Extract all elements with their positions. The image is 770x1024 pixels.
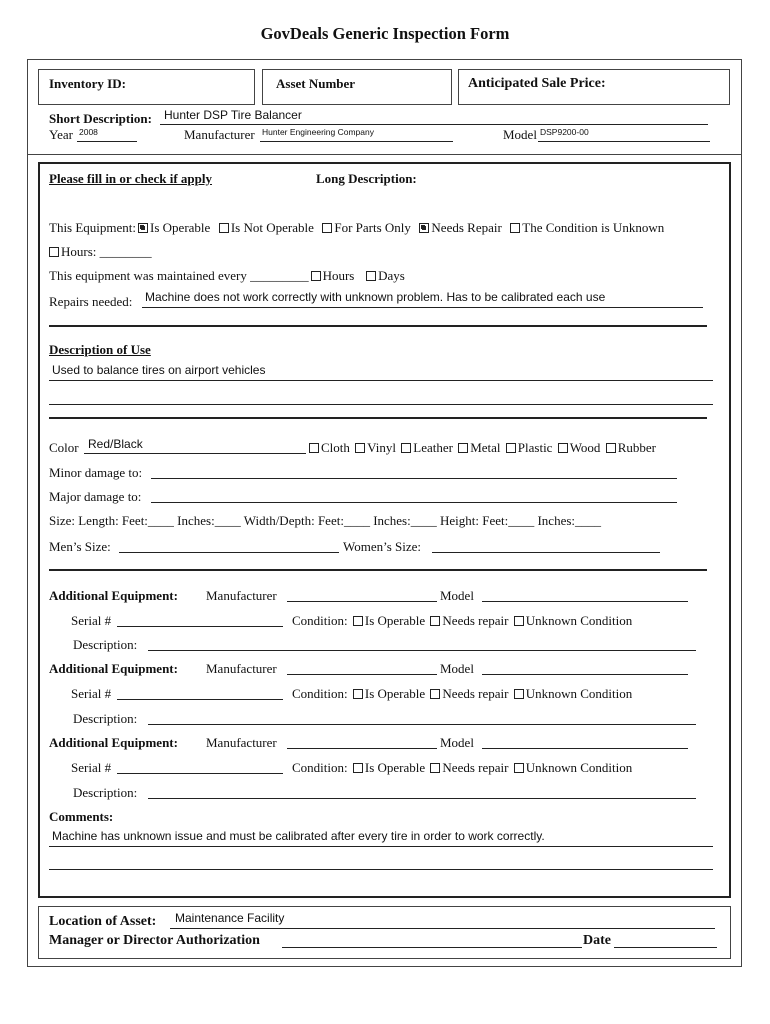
parts-only-checkbox[interactable]	[322, 223, 332, 233]
fill-in-label: Please fill in or check if apply	[49, 171, 212, 186]
hours-label: Hours: ________	[61, 244, 152, 259]
divider-1	[49, 325, 707, 327]
materials-row	[307, 440, 656, 456]
add-equip-label-3: Additional Equipment:	[49, 735, 178, 750]
serial-label-2: Serial #	[71, 686, 112, 701]
short-desc-line	[160, 124, 708, 125]
asset-number-label: Asset Number	[276, 76, 356, 91]
unknown-condition-checkbox[interactable]	[510, 223, 520, 233]
minor-damage-line[interactable]	[151, 478, 677, 479]
manufacturer-value[interactable]: Hunter Engineering Company	[262, 127, 374, 137]
vinyl-label: Vinyl	[367, 440, 396, 455]
condition-label-3: Condition:	[292, 760, 348, 775]
repairs-line	[142, 307, 703, 308]
cloth-label: Cloth	[321, 440, 350, 455]
desc-use-value[interactable]: Used to balance tires on airport vehicles	[52, 363, 266, 377]
add-equip-manufacturer-label-1: Manufacturer	[206, 588, 277, 603]
cond-repair-label-3: Needs repair	[442, 760, 509, 775]
size-line: Size: Length: Feet:____ Inches:____ Width/Depth: Feet:____ Inches:____ Height: Feet:____ Inches:____	[49, 513, 602, 528]
serial-line-1[interactable]	[117, 626, 283, 627]
year-label: Year	[49, 127, 73, 142]
cond-unknown-checkbox-2[interactable]	[514, 689, 524, 699]
not-operable-checkbox[interactable]	[219, 223, 229, 233]
operable-checkbox[interactable]	[138, 223, 148, 233]
add-desc-label-3: Description:	[73, 785, 138, 800]
hours-checkbox[interactable]	[49, 247, 59, 257]
add-equip-model-label-3: Model	[440, 735, 474, 750]
serial-label-1: Serial #	[71, 613, 112, 628]
mens-size-line[interactable]	[119, 552, 339, 553]
add-desc-label-2: Description:	[73, 711, 138, 726]
date-line[interactable]	[614, 947, 717, 948]
maintained-row	[49, 268, 405, 284]
wood-label: Wood	[569, 440, 601, 455]
condition-row	[49, 220, 664, 236]
add-desc-line-2[interactable]	[148, 724, 696, 725]
cond-unknown-label-3: Unknown Condition	[525, 760, 633, 775]
cond-repair-label-1: Needs repair	[442, 613, 509, 628]
model-line	[538, 141, 710, 142]
leather-checkbox[interactable]	[401, 443, 411, 453]
metal-checkbox[interactable]	[458, 443, 468, 453]
comments-value[interactable]: Machine has unknown issue and must be calibrated after every tire in order to work correctly.	[52, 829, 545, 843]
authorization-line[interactable]	[282, 947, 582, 948]
comments-line-2	[49, 869, 713, 870]
add-equip-manufacturer-label-3: Manufacturer	[206, 735, 277, 750]
color-line	[84, 453, 306, 454]
add-equip-manufacturer-line-1[interactable]	[287, 601, 437, 602]
year-line	[77, 141, 137, 142]
add-condition-row-1	[292, 613, 632, 629]
add-equip-label-1: Additional Equipment:	[49, 588, 178, 603]
comments-line-1	[49, 846, 713, 847]
desc-use-line-1	[49, 380, 713, 381]
hours-row	[49, 244, 152, 260]
condition-label-2: Condition:	[292, 686, 348, 701]
major-damage-line[interactable]	[151, 502, 677, 503]
divider-2	[49, 417, 707, 419]
cond-operable-label-3: Is Operable	[364, 760, 426, 775]
cond-unknown-label-1: Unknown Condition	[525, 613, 633, 628]
form-title: GovDeals Generic Inspection Form	[260, 24, 510, 43]
leather-label: Leather	[413, 440, 453, 455]
inventory-id-label: Inventory ID:	[49, 76, 126, 91]
maintained-days-checkbox[interactable]	[366, 271, 376, 281]
divider-3	[49, 569, 707, 571]
plastic-label: Plastic	[517, 440, 553, 455]
maintained-label: This equipment was maintained every _________	[49, 268, 309, 283]
add-equip-manufacturer-line-3[interactable]	[287, 748, 437, 749]
add-equip-label-2: Additional Equipment:	[49, 661, 178, 676]
add-desc-line-3[interactable]	[148, 798, 696, 799]
location-label: Location of Asset:	[49, 914, 157, 929]
add-desc-line-1[interactable]	[148, 650, 696, 651]
metal-label: Metal	[470, 440, 501, 455]
condition-label-1: Condition:	[292, 613, 348, 628]
color-label: Color	[49, 440, 79, 455]
cond-repair-checkbox-3[interactable]	[430, 763, 440, 773]
minor-damage-label: Minor damage to:	[49, 465, 143, 480]
manufacturer-label: Manufacturer	[184, 127, 255, 142]
anticipated-price-label: Anticipated Sale Price:	[468, 76, 606, 91]
wood-checkbox[interactable]	[558, 443, 568, 453]
add-condition-row-3	[292, 760, 632, 776]
maintained-days-label: Days	[378, 268, 405, 283]
serial-label-3: Serial #	[71, 760, 112, 775]
parts-only-label: For Parts Only	[334, 220, 411, 235]
unknown-condition-label: The Condition is Unknown	[522, 220, 665, 235]
add-equip-manufacturer-label-2: Manufacturer	[206, 661, 277, 676]
vinyl-checkbox[interactable]	[355, 443, 365, 453]
add-equip-model-line-3[interactable]	[482, 748, 688, 749]
cond-repair-checkbox-1[interactable]	[430, 616, 440, 626]
add-equip-model-line-2[interactable]	[482, 674, 688, 675]
cond-operable-checkbox-3[interactable]	[353, 763, 363, 773]
rubber-checkbox[interactable]	[606, 443, 616, 453]
cond-operable-label-1: Is Operable	[364, 613, 426, 628]
authorization-label: Manager or Director Authorization	[49, 933, 260, 948]
model-value[interactable]: DSP9200-00	[540, 127, 589, 137]
major-damage-label: Major damage to:	[49, 489, 142, 504]
manufacturer-line	[260, 141, 453, 142]
year-value[interactable]: 2008	[79, 127, 98, 137]
comments-label: Comments:	[49, 809, 114, 824]
desc-use-label: Description of Use	[49, 342, 151, 357]
cond-unknown-label-2: Unknown Condition	[525, 686, 633, 701]
cloth-checkbox[interactable]	[309, 443, 319, 453]
location-value[interactable]: Maintenance Facility	[175, 911, 285, 925]
serial-line-2[interactable]	[117, 699, 283, 700]
model-label: Model	[503, 127, 537, 142]
cond-operable-checkbox-2[interactable]	[353, 689, 363, 699]
cond-unknown-checkbox-1[interactable]	[514, 616, 524, 626]
repairs-value[interactable]: Machine does not work correctly with unknown problem. Has to be calibrated each use	[145, 290, 606, 304]
add-equip-model-line-1[interactable]	[482, 601, 688, 602]
not-operable-label: Is Not Operable	[230, 220, 314, 235]
needs-repair-label: Needs Repair	[431, 220, 502, 235]
this-equipment-label: This Equipment:	[49, 220, 137, 235]
location-line	[170, 928, 715, 929]
cond-repair-label-2: Needs repair	[442, 686, 509, 701]
date-label: Date	[583, 933, 611, 948]
cond-unknown-checkbox-3[interactable]	[514, 763, 524, 773]
operable-label: Is Operable	[150, 220, 211, 235]
maintained-hours-checkbox[interactable]	[311, 271, 321, 281]
add-condition-row-2	[292, 686, 632, 702]
mens-size-label: Men’s Size:	[49, 539, 111, 554]
short-desc-value[interactable]: Hunter DSP Tire Balancer	[164, 108, 302, 122]
womens-size-label: Women’s Size:	[343, 539, 422, 554]
maintained-hours-label: Hours	[322, 268, 355, 283]
cond-operable-checkbox-1[interactable]	[353, 616, 363, 626]
desc-use-line-2	[49, 404, 713, 405]
add-equip-model-label-2: Model	[440, 661, 474, 676]
add-equip-model-label-1: Model	[440, 588, 474, 603]
add-desc-label-1: Description:	[73, 637, 138, 652]
short-desc-label: Short Description:	[49, 111, 152, 126]
repairs-label: Repairs needed:	[49, 294, 133, 309]
long-desc-label: Long Description:	[316, 171, 417, 186]
add-equip-manufacturer-line-2[interactable]	[287, 674, 437, 675]
color-value[interactable]: Red/Black	[88, 437, 143, 451]
serial-line-3[interactable]	[117, 773, 283, 774]
cond-repair-checkbox-2[interactable]	[430, 689, 440, 699]
womens-size-line[interactable]	[432, 552, 660, 553]
plastic-checkbox[interactable]	[506, 443, 516, 453]
cond-operable-label-2: Is Operable	[364, 686, 426, 701]
needs-repair-checkbox[interactable]	[419, 223, 429, 233]
rubber-label: Rubber	[617, 440, 656, 455]
